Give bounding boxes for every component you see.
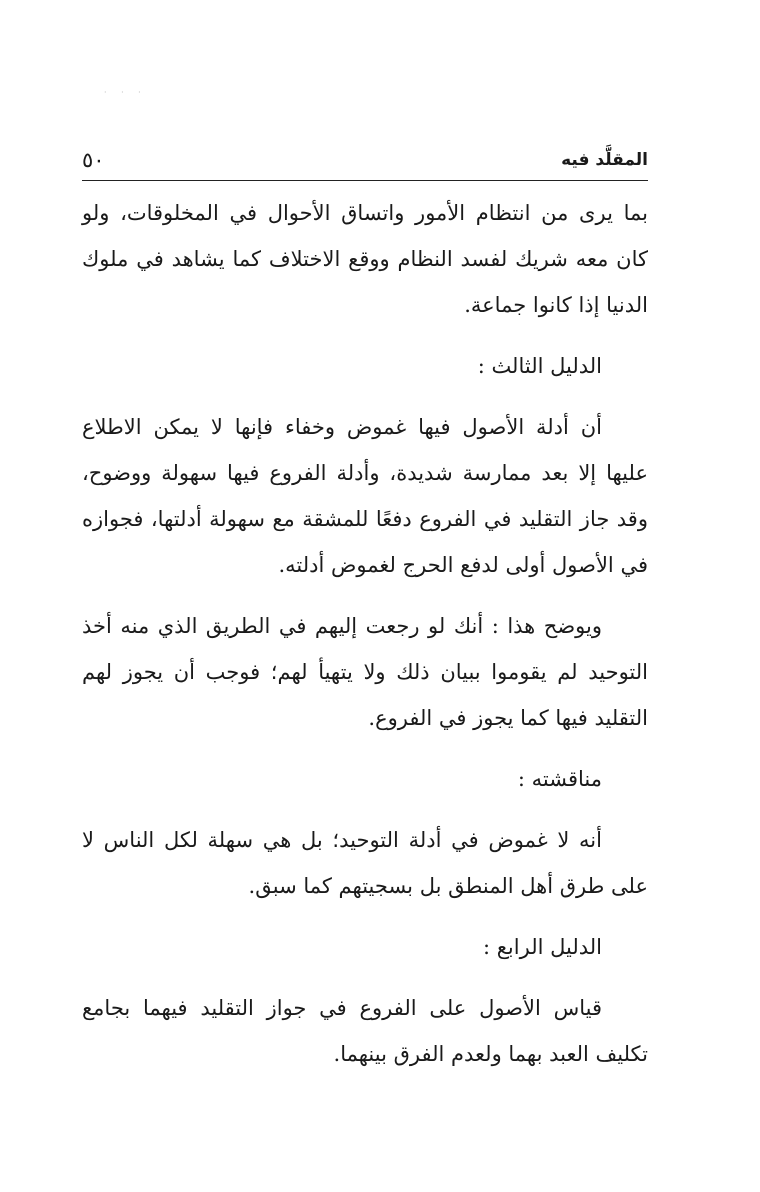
heading-third-evidence: الدليل الثالث : bbox=[477, 354, 602, 378]
page-header bbox=[82, 148, 648, 178]
heading-fourth-evidence: الدليل الرابع : bbox=[483, 935, 602, 959]
page-number: ٥٠ bbox=[82, 148, 105, 172]
paragraph: أن أدلة الأصول فيها غموض وخفاء فإنها لا يمكن الاطلاع عليها إلا بعد ممارسة شديدة، وأدلة الفروع فيها سهولة ووضوح، وقد جاز التقليد في الفروع دفعًا للمشقة مع سهولة أدلتها، فجوازه في الأصول أولى لدفع الحرج لغموض أدلته. bbox=[82, 415, 648, 577]
header-rule bbox=[82, 180, 648, 181]
paragraph: قياس الأصول على الفروع في جواز التقليد فيهما بجامع تكليف العبد بهما ولعدم الفرق بينهما. bbox=[82, 996, 648, 1066]
paragraph-continuation: بما يرى من انتظام الأمور واتساق الأحوال في المخلوقات، ولو كان معه شريك لفسد النظام ووقع الاختلاف كما يشاهد في ملوك الدنيا إذا كانوا جماعة. bbox=[82, 201, 648, 317]
running-head: المقلَّد فيه bbox=[561, 150, 648, 170]
paragraph: ويوضح هذا : أنك لو رجعت إليهم في الطريق الذي منه أخذ التوحيد لم يقوموا ببيان ذلك ولا يتهيأ لهم؛ فوجب أن يجوز لهم التقليد فيها كما يجوز في الفروع. bbox=[82, 614, 648, 730]
paragraph: أنه لا غموض في أدلة التوحيد؛ بل هي سهلة لكل الناس لا على طرق أهل المنطق بل بسجيتهم كما سبق. bbox=[82, 828, 648, 898]
scan-specks: · · · bbox=[104, 88, 147, 97]
page-body bbox=[82, 190, 648, 1092]
heading-discussion: مناقشته : bbox=[517, 767, 602, 791]
